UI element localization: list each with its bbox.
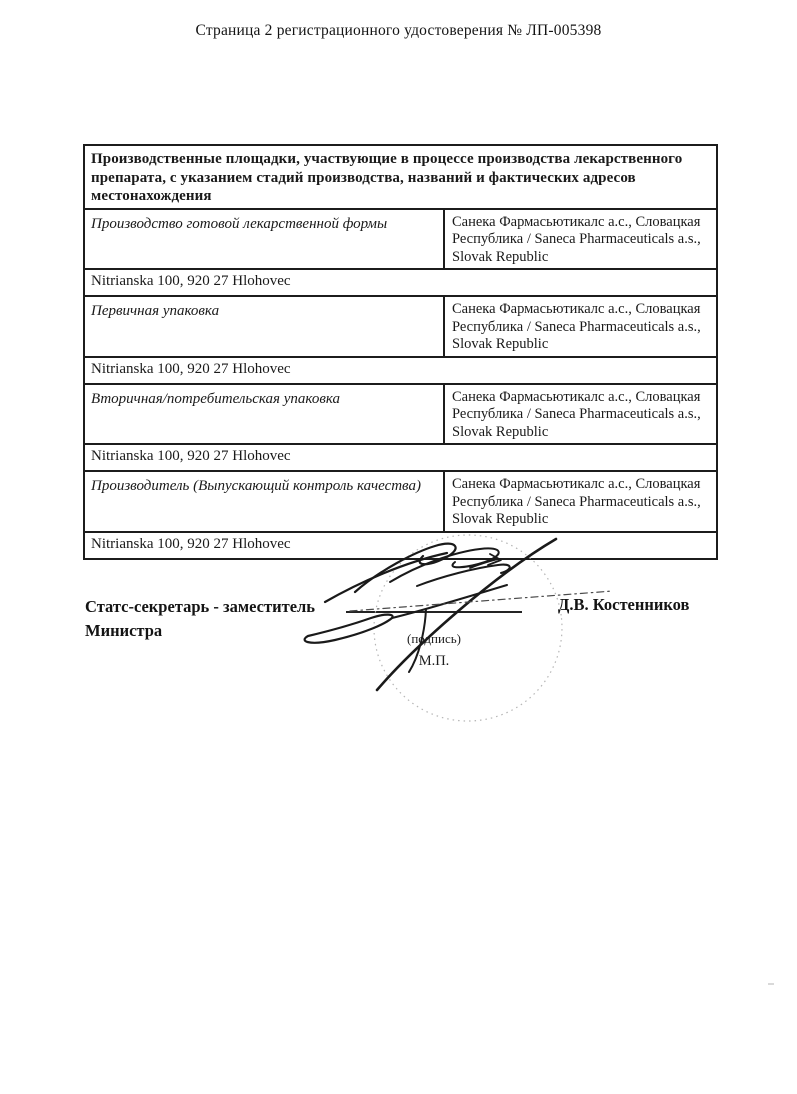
company-cell: Санека Фармасьютикалс а.с., Словацкая Республика / Saneca Pharmaceuticals a.s., Slovak Republic: [444, 384, 717, 445]
signatory-name: Д.В. Костенников: [558, 595, 690, 614]
table-row: [84, 384, 717, 445]
table-row: [84, 209, 717, 270]
company-cell: Санека Фармасьютикалс а.с., Словацкая Республика / Saneca Pharmaceuticals a.s., Slovak Republic: [444, 471, 717, 532]
production-sites-table: [83, 144, 718, 560]
table-row: [84, 471, 717, 532]
address-cell: Nitrianska 100, 920 27 Hlohovec: [84, 357, 717, 384]
company-cell: Санека Фармасьютикалс а.с., Словацкая Республика / Saneca Pharmaceuticals a.s., Slovak Republic: [444, 209, 717, 270]
stage-cell: Производство готовой лекарственной формы: [84, 209, 444, 270]
signature-line: [346, 611, 522, 613]
scan-noise-speck: [768, 983, 774, 985]
page-header: Страница 2 регистрационного удостоверения № ЛП-005398: [195, 22, 602, 39]
address-cell: Nitrianska 100, 920 27 Hlohovec: [84, 444, 717, 471]
signatory-role-label: Статс-секретарь - заместитель Министра: [85, 597, 316, 640]
table-row: [84, 296, 717, 357]
table-row: [84, 357, 717, 384]
stage-cell: Первичная упаковка: [84, 296, 444, 357]
table-header-cell: Производственные площадки, участвующие в процессе производства лекарственного препарата, с указанием стадий производства, названий и фактических адресов местонахождения: [84, 145, 717, 209]
address-cell: Nitrianska 100, 920 27 Hlohovec: [84, 269, 717, 296]
table-row: [84, 269, 717, 296]
stage-cell: Вторичная/потребительская упаковка: [84, 384, 444, 445]
table-row: [84, 444, 717, 471]
table-header-row: [84, 145, 717, 209]
stamp-place-label: М.П.: [418, 653, 450, 669]
address-cell: Nitrianska 100, 920 27 Hlohovec: [84, 532, 717, 559]
table-row: [84, 532, 717, 559]
signature-caption: (подпись): [407, 631, 461, 646]
stage-cell: Производитель (Выпускающий контроль качества): [84, 471, 444, 532]
company-cell: Санека Фармасьютикалс а.с., Словацкая Республика / Saneca Pharmaceuticals a.s., Slovak Republic: [444, 296, 717, 357]
